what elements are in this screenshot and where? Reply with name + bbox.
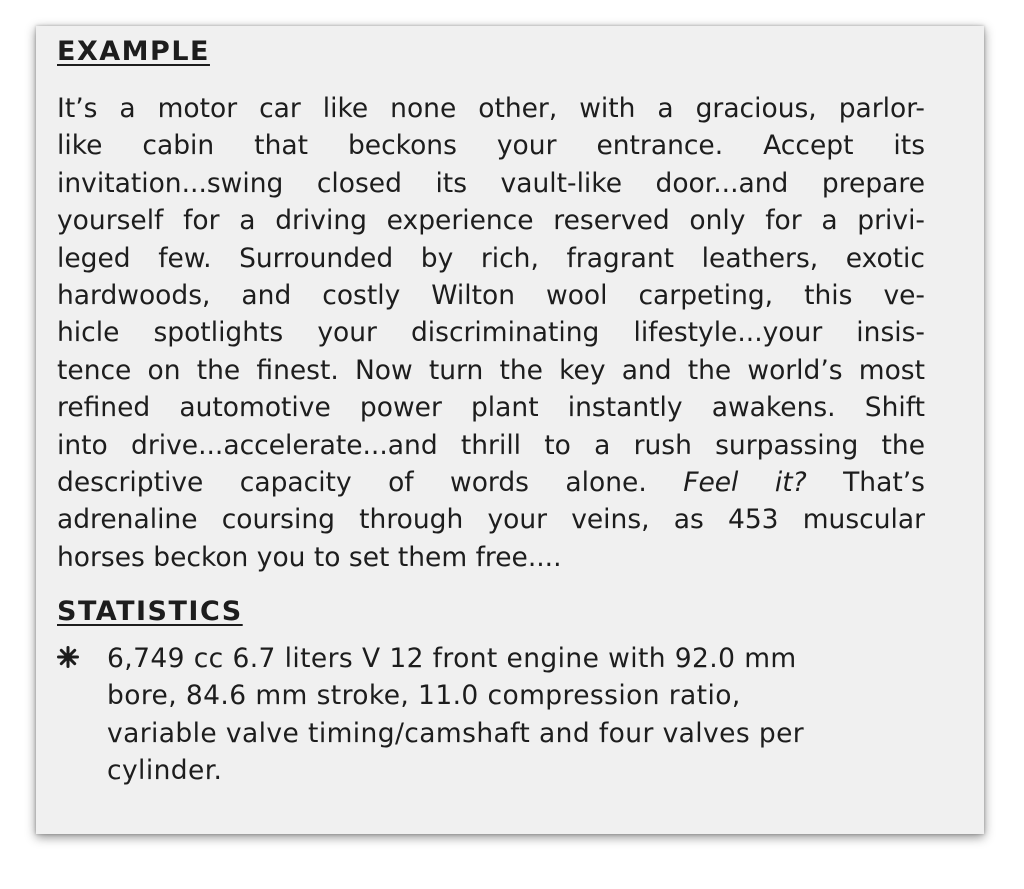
italic-phrase: Feel it? [683,466,807,498]
paragraph-line: leged few. Surrounded by rich, fragrant leathers, exotic [57,242,925,274]
paragraph-line: into drive...accelerate...and thrill to a rush surpassing the [57,429,925,461]
bullet-line: bore, 84.6 mm stroke, 11.0 compression ratio, [107,680,741,712]
example-heading: EXAMPLE [57,36,210,67]
paragraph-line: hicle spotlights your discriminating lifestyle...your insis- [57,317,925,349]
bullet-line: variable valve timing/camshaft and four valves per [107,717,805,749]
paragraph-line: refined automotive power plant instantly awakens. Shift [57,392,925,424]
paragraph-line: yourself for a driving experience reserved only for a privi- [57,205,925,237]
paragraph-line: tence on the finest. Now turn the key and the world’s most [57,354,925,386]
bullet-line: cylinder. [107,755,223,787]
statistics-bullet-text [107,640,917,790]
paragraph-line-end: That’s [843,466,925,498]
example-paragraph [57,90,925,576]
paragraph-line: It’s a motor car like none other, with a gracious, parlor- [57,93,925,124]
paragraph-line: invitation...swing closed its vault-like door...and prepare [57,167,925,199]
paragraph-line: hardwoods, and costly Wilton wool carpeting, this ve- [57,279,925,311]
document-page [36,26,984,834]
paragraph-line: adrenaline coursing through your veins, as 453 muscular [57,504,925,536]
paragraph-line: horses beckon you to set them free.... [57,541,562,573]
asterisk-bullet-icon [57,640,81,677]
paragraph-line-start: descriptive capacity of words alone. [57,466,647,498]
statistics-heading: STATISTICS [57,596,243,627]
paragraph-line-mixed [57,464,925,501]
paragraph-line: like cabin that beckons your entrance. Accept its [57,130,925,162]
bullet-line: 6,749 cc 6.7 liters V 12 front engine with 92.0 mm [107,643,797,674]
